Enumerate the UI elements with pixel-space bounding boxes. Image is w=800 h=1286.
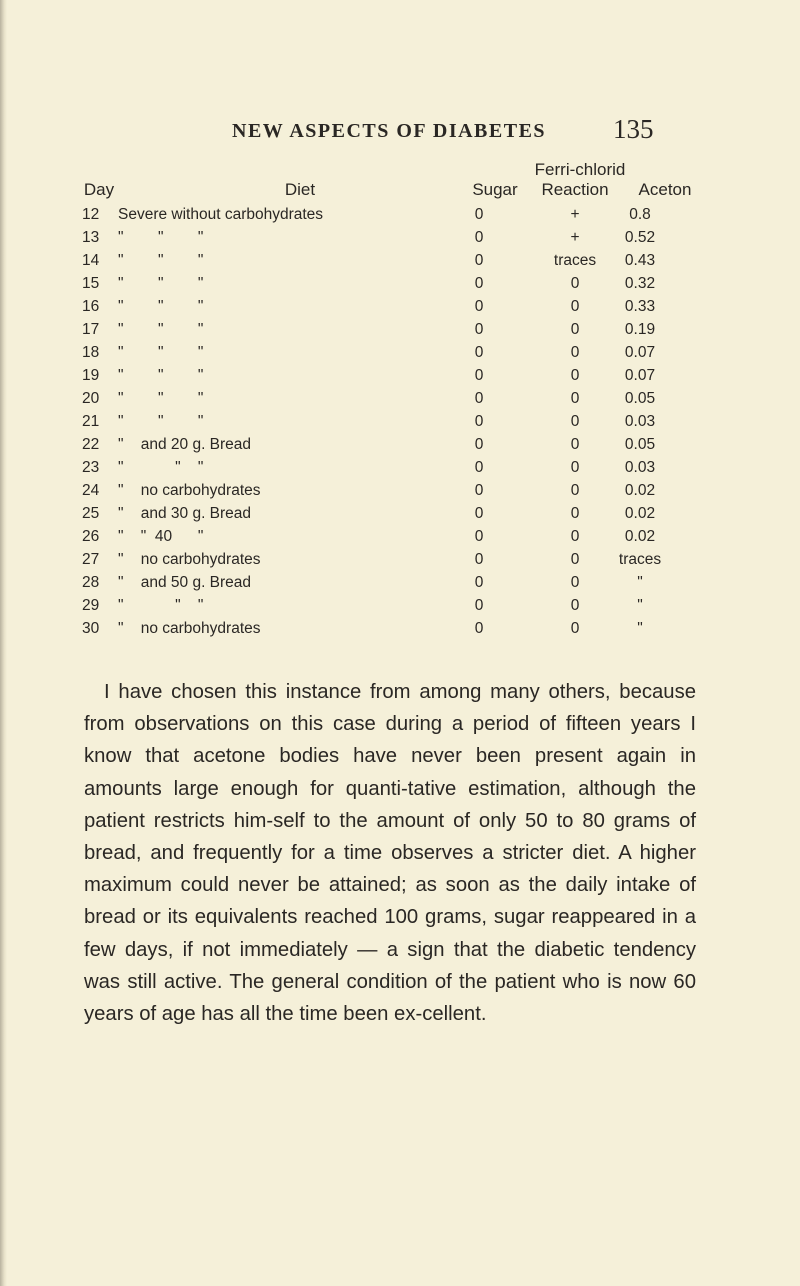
- table-row: [0, 321, 800, 344]
- cell-day: 14: [82, 252, 100, 269]
- cell-reaction: 0: [570, 505, 580, 522]
- table-row: [0, 413, 800, 436]
- cell-diet: " " ": [118, 367, 204, 384]
- cell-diet: " " ": [118, 252, 204, 269]
- cell-aceton: 0.07: [624, 367, 656, 384]
- cell-reaction: 0: [570, 413, 580, 430]
- cell-reaction: 0: [570, 436, 580, 453]
- cell-day: 22: [82, 436, 100, 453]
- cell-day: 17: [82, 321, 100, 338]
- table-row: [0, 252, 800, 275]
- cell-aceton: 0.02: [624, 482, 656, 499]
- header-row: [0, 180, 800, 202]
- table-row: [0, 206, 800, 229]
- cell-reaction: 0: [570, 482, 580, 499]
- table-row: [0, 298, 800, 321]
- cell-day: 30: [82, 620, 100, 637]
- cell-sugar: 0: [474, 367, 484, 384]
- cell-diet: " no carbohydrates: [118, 620, 261, 637]
- table-row: [0, 574, 800, 597]
- cell-day: 21: [82, 413, 100, 430]
- cell-reaction: 0: [570, 367, 580, 384]
- cell-sugar: 0: [474, 551, 484, 568]
- cell-reaction: 0: [570, 551, 580, 568]
- table-row: [0, 344, 800, 367]
- cell-diet: " and 50 g. Bread: [118, 574, 252, 591]
- cell-reaction: 0: [570, 620, 580, 637]
- cell-diet: " " ": [118, 229, 204, 246]
- cell-aceton: ": [637, 574, 643, 591]
- cell-diet: " no carbohydrates: [118, 551, 261, 568]
- cell-reaction: 0: [570, 275, 580, 292]
- cell-reaction: 0: [570, 298, 580, 315]
- header-reaction: Reaction: [541, 180, 609, 199]
- cell-aceton: traces: [618, 551, 662, 568]
- running-title: NEW ASPECTS OF DIABETES: [232, 120, 547, 142]
- cell-reaction: 0: [570, 390, 580, 407]
- table-row: [0, 390, 800, 413]
- cell-aceton: 0.02: [624, 505, 656, 522]
- cell-day: 20: [82, 390, 100, 407]
- cell-reaction: +: [570, 206, 580, 223]
- cell-day: 29: [82, 597, 100, 614]
- cell-diet: " " ": [118, 413, 204, 430]
- cell-day: 15: [82, 275, 100, 292]
- cell-aceton: 0.8: [629, 206, 651, 223]
- cell-sugar: 0: [474, 482, 484, 499]
- cell-sugar: 0: [474, 413, 484, 430]
- cell-reaction: +: [570, 229, 580, 246]
- table-row: [0, 528, 800, 551]
- cell-diet: " " 40 ": [118, 528, 204, 545]
- cell-aceton: 0.05: [624, 436, 656, 453]
- cell-sugar: 0: [474, 321, 484, 338]
- cell-diet: Severe without carbohydrates: [118, 206, 324, 223]
- running-head: [0, 114, 800, 154]
- cell-aceton: 0.32: [624, 275, 656, 292]
- cell-sugar: 0: [474, 528, 484, 545]
- cell-sugar: 0: [474, 275, 484, 292]
- cell-aceton: 0.03: [624, 413, 656, 430]
- cell-diet: " and 20 g. Bread: [118, 436, 252, 453]
- cell-day: 23: [82, 459, 100, 476]
- cell-sugar: 0: [474, 229, 484, 246]
- cell-day: 16: [82, 298, 100, 315]
- page-number: 135: [613, 114, 654, 144]
- cell-sugar: 0: [474, 252, 484, 269]
- cell-aceton: ": [637, 620, 643, 637]
- cell-sugar: 0: [474, 597, 484, 614]
- table-row: [0, 275, 800, 298]
- table-row: [0, 367, 800, 390]
- cell-reaction: 0: [570, 459, 580, 476]
- table-row: [0, 229, 800, 252]
- cell-aceton: 0.02: [624, 528, 656, 545]
- table-row: [0, 505, 800, 528]
- header-diet: Diet: [284, 180, 316, 199]
- table-row: [0, 436, 800, 459]
- cell-aceton: 0.43: [624, 252, 656, 269]
- header-day: Day: [83, 180, 115, 199]
- header-ferri-chlorid: Ferri-chlorid: [534, 160, 626, 179]
- cell-sugar: 0: [474, 459, 484, 476]
- cell-aceton: 0.19: [624, 321, 656, 338]
- cell-sugar: 0: [474, 344, 484, 361]
- cell-diet: " " ": [118, 298, 204, 315]
- cell-aceton: ": [637, 597, 643, 614]
- cell-reaction: 0: [570, 321, 580, 338]
- cell-aceton: 0.03: [624, 459, 656, 476]
- cell-sugar: 0: [474, 574, 484, 591]
- cell-day: 12: [82, 206, 100, 223]
- body-paragraph-text: I have chosen this instance from among many others, because from observations on this case during a period of fifteen years I know that acetone bodies have never been present again in amounts large enough for quanti-tative estimation, although the patient restricts him-self to the amount of only 50 to 80 grams of bread, and frequently for a time observes a stricter diet. A higher maximum could never be attained; as soon as the daily intake of bread or its equivalents reached 100 grams, sugar reappeared in a few days, if not immediately — a sign that the diabetic tendency was still active. The general condition of the patient who is now 60 years of age has all the time been ex-cellent.: [84, 681, 696, 1026]
- cell-diet: " " ": [118, 390, 204, 407]
- cell-sugar: 0: [474, 298, 484, 315]
- table-row: [0, 597, 800, 620]
- cell-reaction: 0: [570, 528, 580, 545]
- cell-day: 24: [82, 482, 100, 499]
- cell-reaction: 0: [570, 344, 580, 361]
- cell-aceton: 0.05: [624, 390, 656, 407]
- cell-diet: " " ": [118, 597, 204, 614]
- cell-diet: " " ": [118, 344, 204, 361]
- table-row: [0, 459, 800, 482]
- cell-sugar: 0: [474, 390, 484, 407]
- cell-day: 27: [82, 551, 100, 568]
- cell-aceton: 0.33: [624, 298, 656, 315]
- cell-sugar: 0: [474, 505, 484, 522]
- header-sugar: Sugar: [472, 180, 518, 199]
- cell-aceton: 0.07: [624, 344, 656, 361]
- table-body: [0, 206, 800, 643]
- table-row: [0, 482, 800, 505]
- cell-sugar: 0: [474, 436, 484, 453]
- cell-day: 28: [82, 574, 100, 591]
- cell-diet: " " ": [118, 275, 204, 292]
- cell-day: 25: [82, 505, 100, 522]
- cell-diet: " " ": [118, 321, 204, 338]
- cell-day: 19: [82, 367, 100, 384]
- cell-sugar: 0: [474, 206, 484, 223]
- table-row: [0, 551, 800, 574]
- cell-reaction: traces: [553, 252, 597, 269]
- cell-reaction: 0: [570, 574, 580, 591]
- cell-diet: " and 30 g. Bread: [118, 505, 252, 522]
- cell-day: 13: [82, 229, 100, 246]
- header-aceton: Aceton: [638, 180, 692, 199]
- cell-sugar: 0: [474, 620, 484, 637]
- table-row: [0, 620, 800, 643]
- cell-diet: " no carbohydrates: [118, 482, 261, 499]
- body-paragraph: [84, 676, 696, 1030]
- cell-diet: " " ": [118, 459, 204, 476]
- cell-aceton: 0.52: [624, 229, 656, 246]
- cell-day: 18: [82, 344, 100, 361]
- cell-day: 26: [82, 528, 100, 545]
- cell-reaction: 0: [570, 597, 580, 614]
